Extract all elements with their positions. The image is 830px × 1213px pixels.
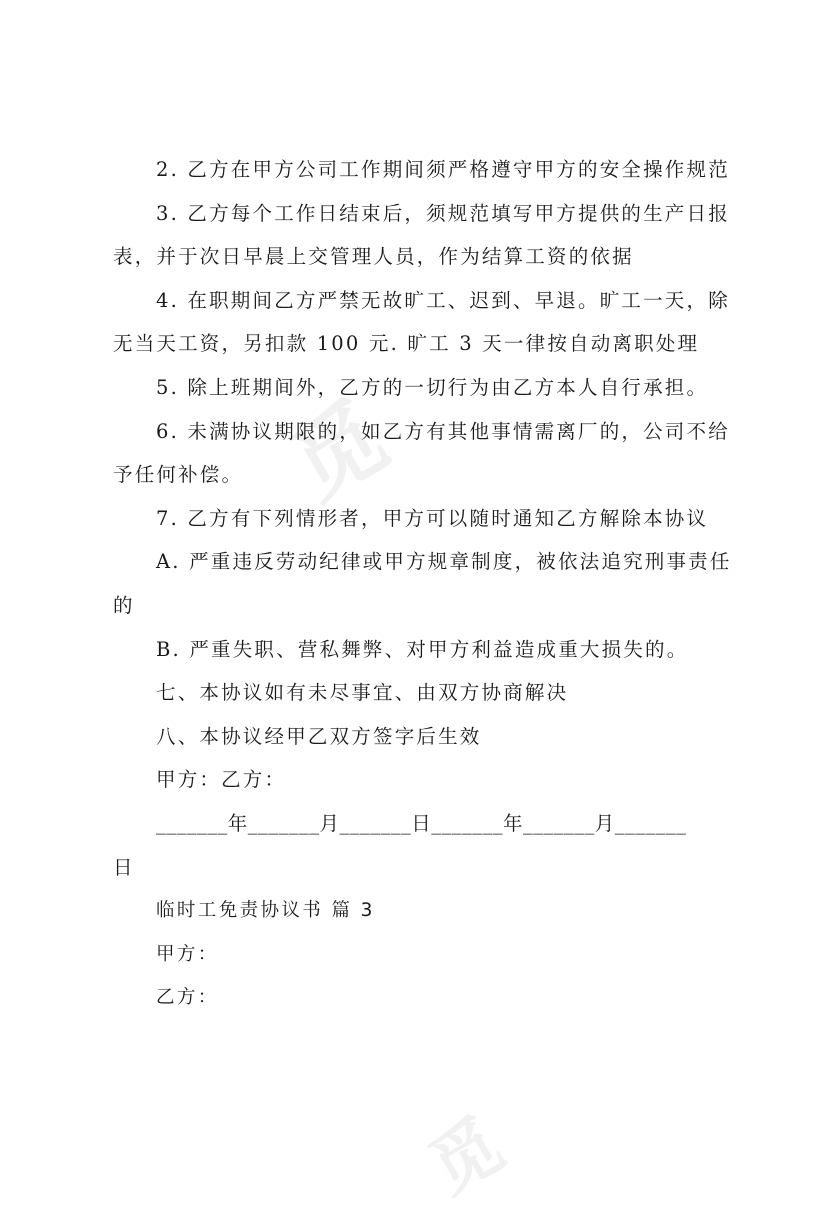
clause-6-line-1: 6. 未满协议期限的，如乙方有其他事情需离厂的，公司不给 xyxy=(156,420,730,443)
clause-6-line-2: 予任何补偿。 xyxy=(113,463,244,486)
clause-7a-line-2: 的 xyxy=(113,594,135,617)
clause-3-line-1: 3. 乙方每个工作日结束后，须规范填写甲方提供的生产日报 xyxy=(156,202,730,225)
section-title: 临时工免责协议书 篇 3 xyxy=(156,900,375,921)
signature-date-line: _______年_______月_______日_______年_______月_______ xyxy=(156,812,687,835)
clause-2: 2. 乙方在甲方公司工作期间须严格遵守甲方的安全操作规范 xyxy=(156,158,730,181)
clause-5: 5. 除上班期间外，乙方的一切行为由乙方本人自行承担。 xyxy=(156,376,709,399)
clause-7b: B. 严重失职、营私舞弊、对甲方利益造成重大损失的。 xyxy=(156,638,689,661)
clause-3-line-2: 表，并于次日早晨上交管理人员，作为结算工资的依据 xyxy=(113,245,634,268)
party-b-label: 乙方： xyxy=(156,987,219,1008)
article-7: 七、本协议如有未尽事宜、由双方协商解决 xyxy=(156,681,569,704)
article-8: 八、本协议经甲乙双方签字后生效 xyxy=(156,725,482,748)
watermark-bottom: 觅 xyxy=(415,1102,518,1210)
party-a-label: 甲方： xyxy=(156,944,219,965)
watermark: 觅 xyxy=(273,380,410,520)
clause-4-line-1: 4. 在职期间乙方严禁无故旷工、迟到、早退。旷工一天，除 xyxy=(156,289,730,312)
signature-date-end: 日 xyxy=(113,856,135,879)
clause-7a-line-1: A. 严重违反劳动纪律或甲方规章制度，被依法追究刑事责任 xyxy=(156,550,732,573)
clause-4-line-2: 无当天工资，另扣款 100 元. 旷工 3 天一律按自动离职处理 xyxy=(113,332,700,355)
clause-7: 7. 乙方有下列情形者，甲方可以随时通知乙方解除本协议 xyxy=(156,507,709,530)
signature-parties: 甲方：乙方： xyxy=(156,768,287,791)
